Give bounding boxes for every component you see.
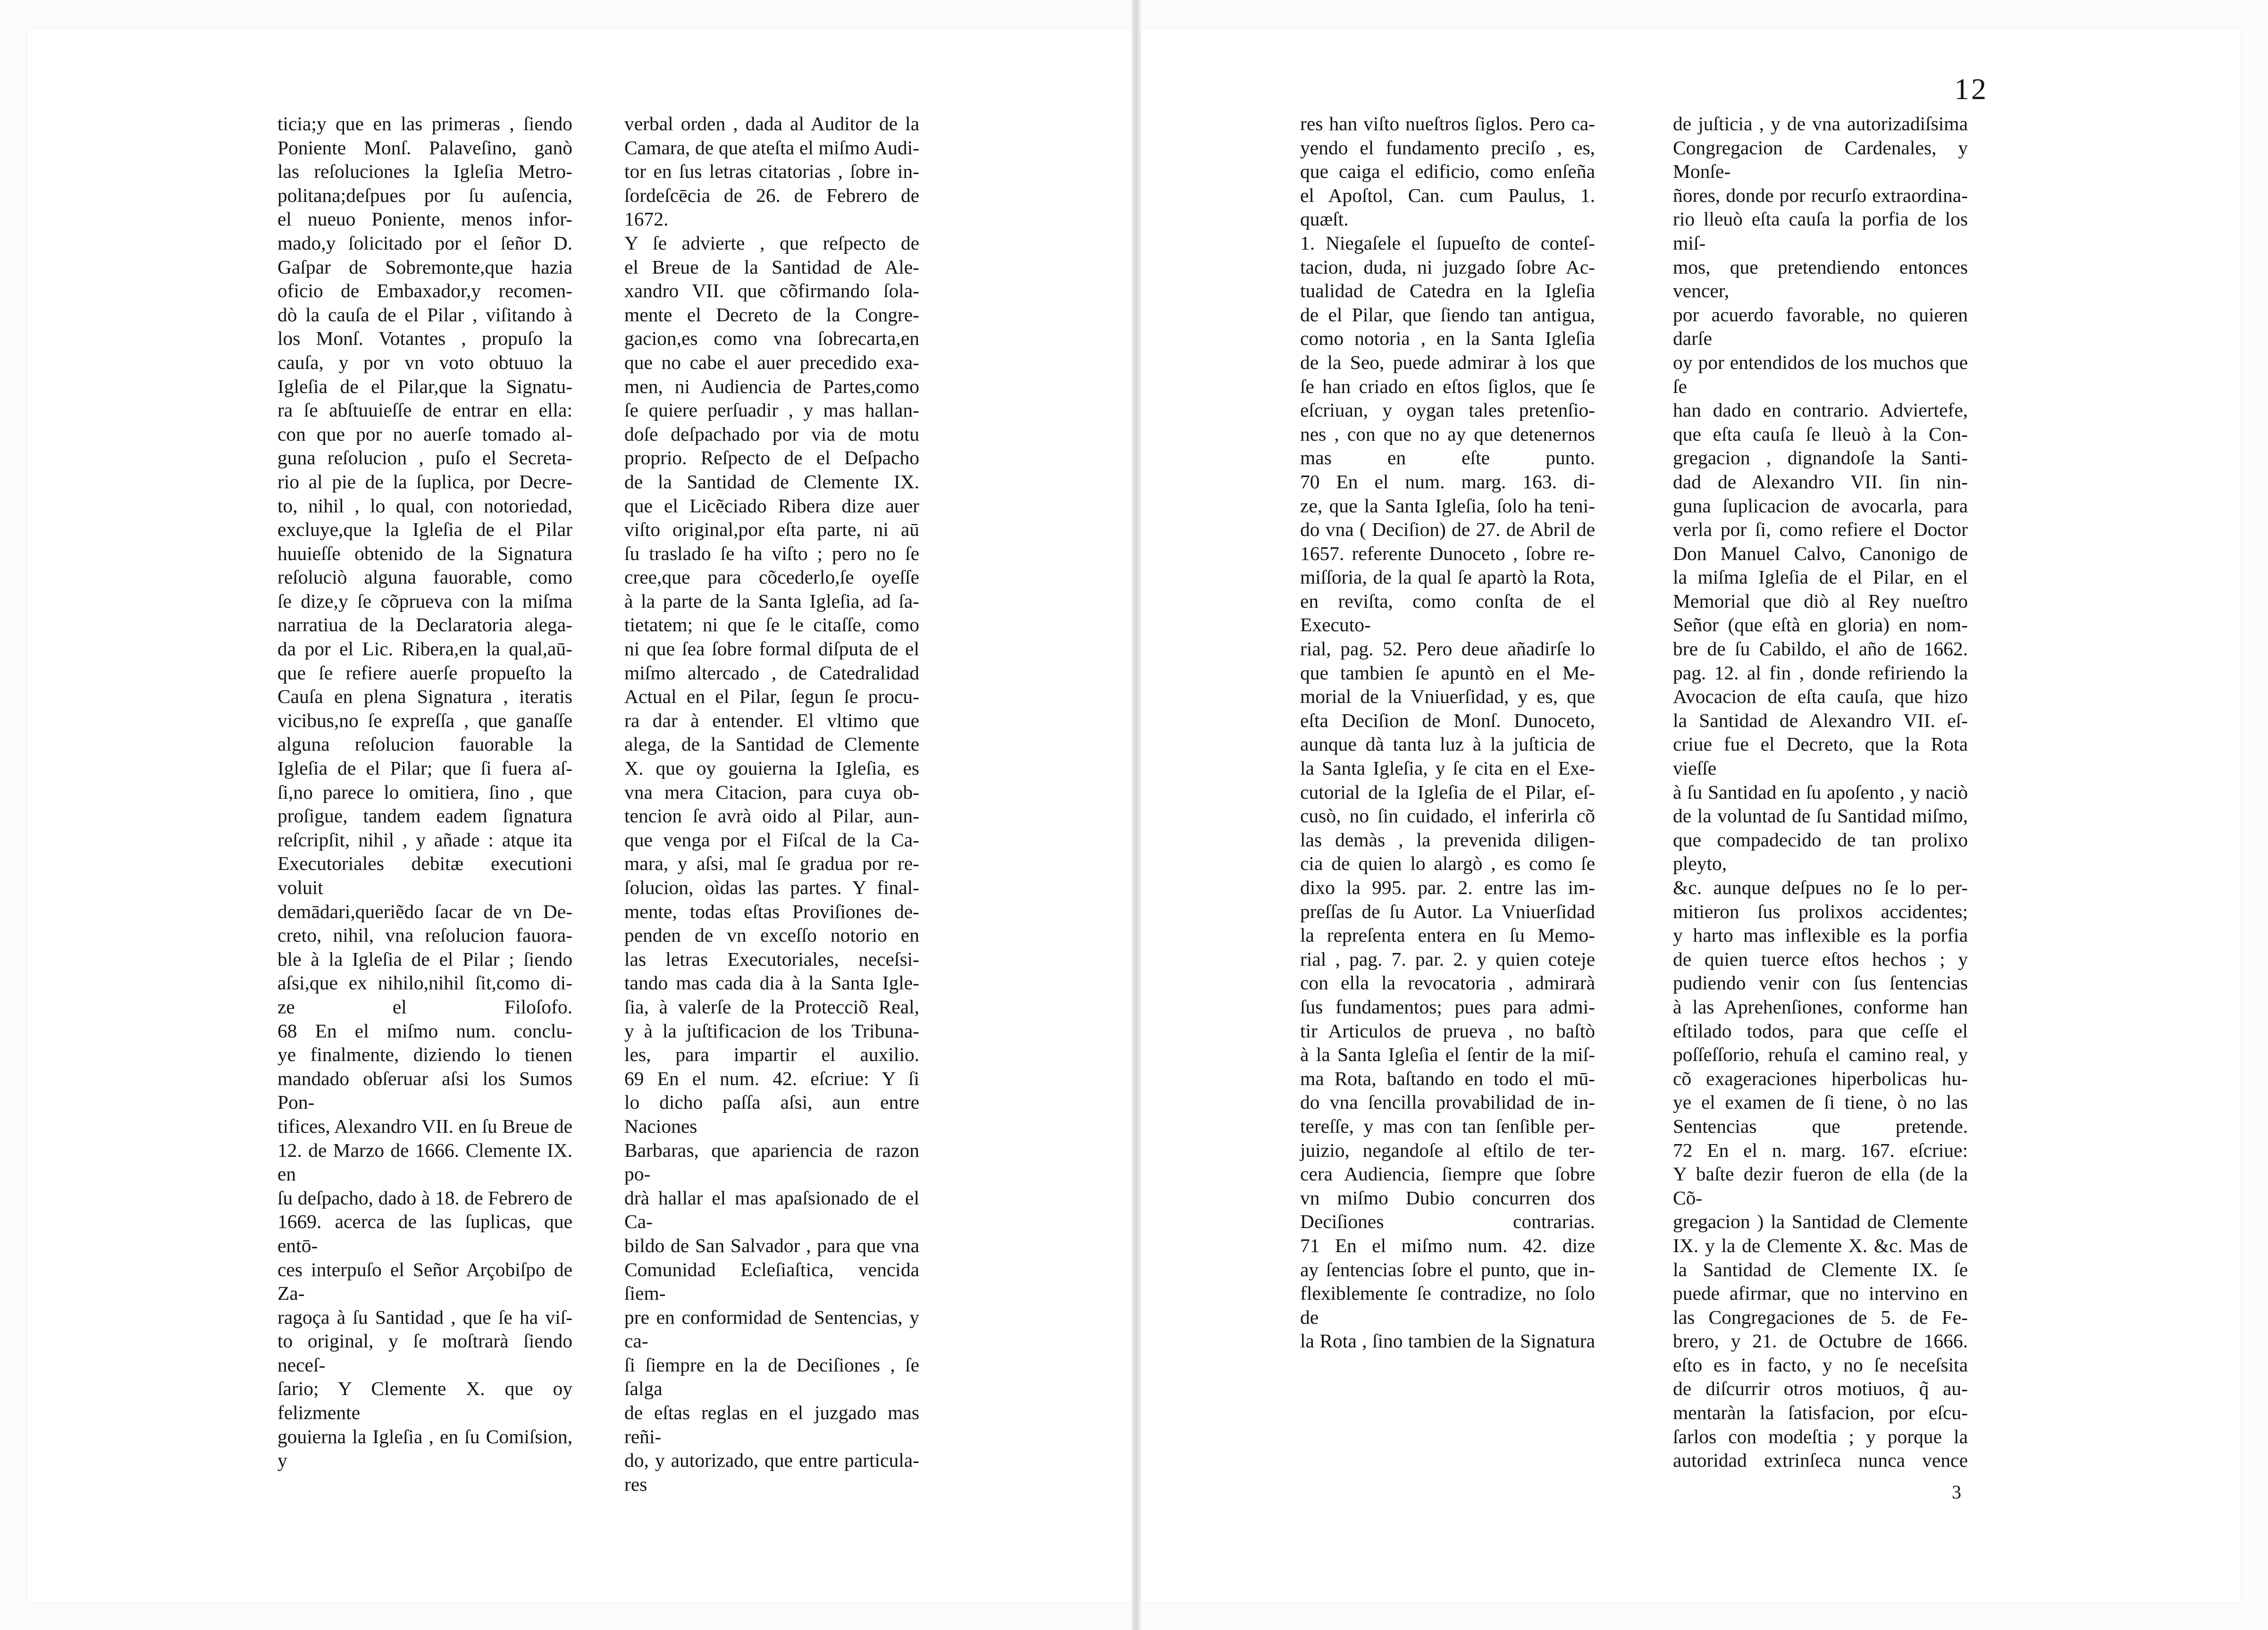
text-line: reſoluciò alguna fauorable, como — [277, 566, 572, 588]
text-line: demādari,queriẽdo ſacar de vn De- — [277, 900, 572, 922]
text-line: ſe quiere perſuadir , y mas hallan- — [624, 399, 919, 421]
left-page — [27, 29, 1132, 1603]
text-line: han dado en contrario. Adviertefe, — [1673, 399, 1968, 421]
text-line: criue fue el Decreto, que la Rota vieſſe — [1673, 733, 1968, 779]
text-line: brero, y 21. de Octubre de 1666. — [1673, 1330, 1968, 1352]
text-line: drà hallar el mas apaſsionado de el Ca- — [624, 1187, 919, 1233]
text-line: ſario; Y Clemente X. que oy felizmente — [277, 1378, 572, 1424]
text-line: Memorial que diò al Rey nueſtro — [1673, 590, 1968, 612]
text-line: mentaràn la ſatisfacion, por eſcu- — [1673, 1402, 1968, 1424]
text-line: poſſeſſorio, rehuſa el camino real, y — [1673, 1044, 1968, 1066]
text-line: gacion,es como vna ſobrecarta,en — [624, 327, 919, 350]
text-line: eſto es in facto, y no ſe neceſsita — [1673, 1354, 1968, 1376]
text-line: &c. aunque deſpues no ſe lo per- — [1673, 877, 1968, 898]
page-number: 12 — [1954, 72, 1988, 106]
text-line: puede afirmar, que no intervino en — [1673, 1282, 1968, 1304]
text-line: tacion, duda, ni juzgado ſobre Ac- — [1300, 256, 1595, 278]
text-line: ye finalmente, diziendo lo tienen — [277, 1044, 572, 1066]
text-line: miſſoria, de la qual ſe apartò la Rota, — [1300, 566, 1595, 588]
text-line: Executoriales debitæ executioni voluit — [277, 853, 572, 898]
text-line: proprio. Reſpecto de el Deſpacho — [624, 447, 919, 469]
text-line: Señor (que eſtà en gloria) en nom- — [1673, 614, 1968, 636]
text-line: lo dicho paſſa aſsi, aun entre Naciones — [624, 1091, 919, 1137]
text-line: mente, todas eſtas Proviſiones de- — [624, 900, 919, 922]
text-line: aunque dà tanta luz à la juſticia de — [1300, 733, 1595, 755]
text-line: Gaſpar de Sobremonte,que hazia — [277, 256, 572, 278]
text-line: tando mas cada dia à la Santa Igle- — [624, 972, 919, 994]
text-line: que compadecido de tan prolixo pleyto, — [1673, 828, 1968, 875]
text-line: cia de quien lo alargò , es como ſe — [1300, 853, 1595, 875]
text-line: Congregacion de Cardenales, y Monſe- — [1673, 136, 1968, 183]
text-line: xandro VII. que cõfirmando ſola- — [624, 280, 919, 302]
text-line: ſolucion, oìdas las partes. Y final- — [624, 877, 919, 898]
text-line: Camara, de que ateſta el miſmo Audi- — [624, 136, 919, 159]
text-line: eſcriuan, y oygan tales pretenſio- — [1300, 399, 1595, 421]
text-line: alguna reſolucion fauorable la — [277, 733, 572, 755]
text-line: preſſas de ſu Autor. La Vniuerſidad — [1300, 900, 1595, 922]
text-line: IX. y la de Clemente X. &c. Mas de — [1673, 1234, 1968, 1256]
text-line: to, nihil , lo qual, con notoriedad, — [277, 494, 572, 517]
text-line: dixo la 995. par. 2. entre las im- — [1300, 877, 1595, 898]
left-page-column-1 — [277, 112, 572, 1472]
text-line: vn miſmo Dubio concurren dos — [1300, 1187, 1595, 1209]
text-line: que caiga el edificio, como enſeña — [1300, 160, 1595, 183]
text-line: à la parte de la Santa Igleſia, ad ſa- — [624, 590, 919, 612]
text-line: y harto mas inflexible es la porfia — [1673, 924, 1968, 946]
text-line: do, y autorizado, que entre particula- — [624, 1449, 919, 1471]
text-line: alega, de la Santidad de Clemente — [624, 733, 919, 755]
text-line: 69 En el num. 42. eſcriue: Y ſi — [624, 1067, 919, 1089]
text-line: que venga por el Fiſcal de la Ca- — [624, 828, 919, 851]
text-line: gregacion ) la Santidad de Clemente — [1673, 1211, 1968, 1233]
text-line: ra ſe abſtuuieſſe de entrar en ella: — [277, 399, 572, 421]
text-line: mitieron ſus prolixos accidentes; — [1673, 900, 1968, 922]
text-line: ze, que la Santa Igleſia, ſolo ha teni- — [1300, 494, 1595, 517]
text-line: tualidad de Catedra en la Igleſia — [1300, 280, 1595, 302]
text-line: ſe han criado en eſtos ſiglos, que ſe — [1300, 375, 1595, 397]
text-line: de la Santidad de Clemente IX. — [624, 470, 919, 493]
text-line: de la voluntad de ſu Santidad miſmo, — [1673, 805, 1968, 827]
text-line: mandado obſeruar aſsi los Sumos Pon- — [277, 1067, 572, 1113]
text-line: tir Articulos de prueva , no baſtò — [1300, 1020, 1595, 1042]
text-line: cera Audiencia, ſiempre que ſobre — [1300, 1163, 1595, 1185]
text-line: Igleſia de el Pilar; que ſi fuera aſ- — [277, 757, 572, 779]
text-line: el Apoſtol, Can. cum Paulus, 1. quæſt. — [1300, 184, 1595, 230]
text-line: X. que oy gouierna la Igleſia, es — [624, 757, 919, 779]
text-line: de eſtas reglas en el juzgado mas reñi- — [624, 1402, 919, 1447]
text-line: ragoça à ſu Santidad , que ſe ha viſ- — [277, 1306, 572, 1328]
text-line: de juſticia , y de vna autorizadiſsima — [1673, 113, 1968, 134]
text-line: tifices, Alexandro VII. en ſu Breue de — [277, 1115, 572, 1137]
text-line: dad de Alexandro VII. ſin nin- — [1673, 470, 1968, 493]
text-line: vicibus,no ſe expreſſa , que ganaſſe — [277, 709, 572, 731]
text-line: ſordeſcēcia de 26. de Febrero de 1672. — [624, 184, 919, 230]
text-line: mos, que pretendiendo entonces vencer, — [1673, 256, 1968, 302]
text-line: 70 En el num. marg. 163. di- — [1300, 470, 1595, 493]
text-line: mente el Decreto de la Congre- — [624, 303, 919, 326]
text-line: nes , con que no ay que detenernos — [1300, 423, 1595, 445]
text-line: el Breue de la Santidad de Ale- — [624, 256, 919, 278]
right-page-column-1 — [1300, 112, 1595, 1353]
text-line: de la Seo, puede admirar à los que — [1300, 351, 1595, 373]
text-line: vna mera Citacion, para cuya ob- — [624, 781, 919, 803]
text-line: Cauſa en plena Signatura , iteratis — [277, 685, 572, 708]
text-line: eſtilado todos, para que ceſſe el — [1673, 1020, 1968, 1042]
text-line: con que por no auerſe tomado al- — [277, 423, 572, 445]
text-line: res han viſto nueſtros ſiglos. Pero ca- — [1300, 113, 1595, 134]
text-line: gregacion , dignandoſe la Santi- — [1673, 447, 1968, 469]
book-gutter — [1132, 0, 1141, 1630]
text-line: bre de ſu Cabildo, el año de 1662. — [1673, 638, 1968, 660]
text-line: pudiendo venir con ſus ſentencias — [1673, 972, 1968, 994]
text-line: la Santidad de Alexandro VII. eſ- — [1673, 709, 1968, 731]
text-line: Deciſiones contrarias. — [1300, 1211, 1595, 1233]
text-line: por acuerdo favorable, no quieren darſe — [1673, 303, 1968, 350]
text-line: la miſma Igleſia de el Pilar, en el — [1673, 566, 1968, 588]
text-line: Comunidad Ecleſiaſtica, vencida ſiem- — [624, 1258, 919, 1304]
text-line: ticia;y que en las primeras , ſiendo — [277, 113, 572, 134]
text-line: la Santa Igleſia, y ſe cita en el Exe- — [1300, 757, 1595, 779]
text-line: en reviſta, como conſta de el Executo- — [1300, 590, 1595, 636]
text-line: miſmo altercado , de Catedralidad — [624, 661, 919, 684]
text-line: viſto original,por eſta parte, ni aū — [624, 518, 919, 541]
text-line: que no cabe el auer precedido exa- — [624, 351, 919, 373]
text-line: ces interpuſo el Señor Arçobiſpo de Za- — [277, 1258, 572, 1304]
text-line: como notoria , en la Santa Igleſia — [1300, 327, 1595, 350]
text-line: yendo el fundamento preciſo , es, — [1300, 136, 1595, 159]
text-line: eſta Deciſion de Monſ. Dunoceto, — [1300, 709, 1595, 731]
text-line: la repreſenta entera en ſu Memo- — [1300, 924, 1595, 946]
text-line: les, para impartir el auxilio. — [624, 1044, 919, 1066]
text-line: 71 En el miſmo num. 42. dize — [1300, 1234, 1595, 1256]
text-line: tereſſe, y mas con tan ſenſible per- — [1300, 1115, 1595, 1137]
text-line: pag. 12. al fin , donde refiriendo la — [1673, 661, 1968, 684]
text-line: tencion ſe avrà oido al Pilar, aun- — [624, 805, 919, 827]
text-line: reſcripſit, nihil , y añade : atque ita — [277, 828, 572, 851]
text-line: y à la juſtificacion de los Tribuna- — [624, 1020, 919, 1042]
text-line: autoridad extrinſeca nunca vence — [1673, 1449, 1968, 1471]
text-line: Poniente Monſ. Palaveſino, ganò — [277, 136, 572, 159]
text-line: dò la cauſa de el Pilar , viſitando à — [277, 303, 572, 326]
left-page-column-2 — [624, 112, 919, 1496]
text-line: penden de vn exceſſo notorio en — [624, 924, 919, 946]
right-page-column-2 — [1673, 112, 1968, 1472]
text-line: proſigue, tandem eadem ſignatura — [277, 805, 572, 827]
text-line: la Rota , ſino tambien de la Signatura — [1300, 1330, 1595, 1352]
signature-mark: 3 — [1952, 1481, 1961, 1503]
text-line: do vna ( Deciſion) de 27. de Abril de — [1300, 518, 1595, 541]
text-line: cree,que para cõcederlo,ſe oyeſſe — [624, 566, 919, 588]
text-line: rio al pie de la ſuplica, por Decre- — [277, 470, 572, 493]
text-line: guna ſuplicacion de avocarla, para — [1673, 494, 1968, 517]
text-line: to original, y ſe moſtrarà ſiendo neceſ- — [277, 1330, 572, 1376]
text-line: 12. de Marzo de 1666. Clemente IX. en — [277, 1139, 572, 1185]
text-line: que eſta cauſa ſe lleuò à la Con- — [1673, 423, 1968, 445]
text-line: 1657. referente Dunoceto , ſobre re- — [1300, 542, 1595, 564]
text-line: à las Aprehenſiones, conforme han — [1673, 995, 1968, 1018]
text-line: Igleſia de el Pilar,que la Signatu- — [277, 375, 572, 397]
text-line: rial, pag. 52. Pero deue añadirſe lo — [1300, 638, 1595, 660]
text-line: mado,y ſolicitado por el ſeñor D. — [277, 232, 572, 254]
text-line: à ſu Santidad en ſu apoſento , y naciò — [1673, 781, 1968, 803]
text-line: rial , pag. 7. par. 2. y quien coteje — [1300, 948, 1595, 970]
text-line: juizio, negandoſe al eſtilo de ter- — [1300, 1139, 1595, 1161]
text-line: las reſoluciones la Igleſia Metro- — [277, 160, 572, 183]
text-line: aſsi,que ex nihilo,nihil ſit,como di- — [277, 972, 572, 994]
text-line: do vna ſencilla provabilidad de in- — [1300, 1091, 1595, 1113]
text-line: res — [624, 1473, 647, 1495]
text-line: ye el examen de ſi tiene, ò no las — [1673, 1091, 1968, 1113]
text-line: oficio de Embaxador,y recomen- — [277, 280, 572, 302]
text-line: excluye,que la Igleſia de el Pilar — [277, 518, 572, 541]
text-line: que el Licẽciado Ribera dize auer — [624, 494, 919, 517]
text-line: verla por ſi, como refiere el Doctor — [1673, 518, 1968, 541]
text-line: gouierna la Igleſia , en ſu Comiſsion, y — [277, 1425, 572, 1471]
text-line: las letras Executoriales, neceſsi- — [624, 948, 919, 970]
text-line: bildo de San Salvador , para que vna — [624, 1234, 919, 1256]
text-line: tietatem; ni que ſe le citaſſe, como — [624, 614, 919, 636]
text-line: ble à la Igleſia de el Pilar ; ſiendo — [277, 948, 572, 970]
text-line: cutorial de la Igleſia de el Pilar, eſ- — [1300, 781, 1595, 803]
text-line: morial de la Vniuerſidad, y es, que — [1300, 685, 1595, 708]
text-line: ſu traslado ſe ha viſto ; pero no ſe — [624, 542, 919, 564]
text-line: huuieſſe obtenido de la Signatura — [277, 542, 572, 564]
text-line: ſu deſpacho, dado à 18. de Febrero de — [277, 1187, 572, 1209]
text-line: verbal orden , dada al Auditor de la — [624, 113, 919, 134]
text-line: de el Pilar, que ſiendo tan antigua, — [1300, 303, 1595, 326]
text-line: da por el Lic. Ribera,en la qual,aū- — [277, 638, 572, 660]
text-line: ma Rota, baſtando en todo el mū- — [1300, 1067, 1595, 1089]
text-line: Actual en el Pilar, ſegun ſe procu- — [624, 685, 919, 708]
text-line: Avocacion de eſta cauſa, que hizo — [1673, 685, 1968, 708]
text-line: ay ſentencias ſobre el punto, que in- — [1300, 1258, 1595, 1280]
text-line: el nueuo Poniente, menos infor- — [277, 208, 572, 230]
text-line: ſi ſiempre en la de Deciſiones , ſe ſalga — [624, 1354, 919, 1400]
text-line: rio lleuò eſta cauſa la porfia de los miſ- — [1673, 208, 1968, 254]
text-line: Y ſe advierte , que reſpecto de — [624, 232, 919, 254]
text-line: 1. Niegaſele el ſupueſto de conteſ- — [1300, 232, 1595, 254]
text-line: Y baſte dezir fueron de ella (de la Cõ- — [1673, 1163, 1968, 1209]
text-line: ra dar à entender. El vltimo que — [624, 709, 919, 731]
text-line: los Monſ. Votantes , propuſo la — [277, 327, 572, 350]
text-line: mara, y aſsi, mal ſe gradua por re- — [624, 853, 919, 875]
text-line: 1669. acerca de las ſuplicas, que entō- — [277, 1211, 572, 1256]
text-line: ñores, donde por recurſo extraordina- — [1673, 184, 1968, 206]
text-line: Sentencias que pretende. — [1673, 1115, 1968, 1137]
text-line: las demàs , la prevenida diligen- — [1300, 828, 1595, 851]
text-line: flexiblemente ſe contradize, no ſolo de — [1300, 1282, 1595, 1328]
text-line: pre en conformidad de Sentencias, y ca- — [624, 1306, 919, 1352]
text-line: creto, nihil, vna reſolucion fauora- — [277, 924, 572, 946]
text-line: la Santidad de Clemente IX. ſe — [1673, 1258, 1968, 1280]
text-line: à la Santa Igleſia el ſentir de la miſ- — [1300, 1044, 1595, 1066]
text-line: ſe dize,y ſe cõprueva con la miſma — [277, 590, 572, 612]
text-line: tor en ſus letras citatorias , ſobre in- — [624, 160, 919, 183]
text-line: mas en eſte punto. — [1300, 447, 1595, 469]
text-line: narratiua de la Declaratoria alega- — [277, 614, 572, 636]
text-line: las Congregaciones de 5. de Fe- — [1673, 1306, 1968, 1328]
text-line: 68 En el miſmo num. conclu- — [277, 1020, 572, 1042]
text-line: oy por entendidos de los muchos que ſe — [1673, 351, 1968, 397]
text-line: ſus fundamentos; pues para admi- — [1300, 995, 1595, 1018]
text-line: 72 En el n. marg. 167. eſcriue: — [1673, 1139, 1968, 1161]
text-line: con ella la revocatoria , admirarà — [1300, 972, 1595, 994]
text-line: Don Manuel Calvo, Canonigo de — [1673, 542, 1968, 564]
text-line: men, ni Audiencia de Partes,como — [624, 375, 919, 397]
text-line: que ſe refiere auerſe propueſto la — [277, 661, 572, 684]
text-line: guna reſolucion , puſo el Secreta- — [277, 447, 572, 469]
text-line: Barbaras, que apariencia de razon po- — [624, 1139, 919, 1185]
text-line: ze el Filoſofo. — [277, 995, 572, 1018]
text-line: ſarlos con modeſtia ; y porque la — [1673, 1425, 1968, 1447]
text-line: ſia, à valerſe de la Protecciõ Real, — [624, 995, 919, 1018]
right-page — [1141, 29, 2241, 1603]
text-line: de diſcurrir otros motiuos, q̃ au- — [1673, 1378, 1968, 1400]
text-line: doſe deſpachado por via de motu — [624, 423, 919, 445]
text-line: politana;deſpues por ſu auſencia, — [277, 184, 572, 206]
text-line: ni que ſea ſobre formal diſputa de el — [624, 638, 919, 660]
text-line: que tambien ſe apuntò en el Me- — [1300, 661, 1595, 684]
text-line: ſi,no parece lo omitiera, ſino , que — [277, 781, 572, 803]
text-line: cusò, no ſin cuidado, el inferirla cõ — [1300, 805, 1595, 827]
text-line: de quien tuerce eſtos hechos ; y — [1673, 948, 1968, 970]
text-line: cauſa, y por vn voto obtuuo la — [277, 351, 572, 373]
text-line: cõ exageraciones hiperbolicas hu- — [1673, 1067, 1968, 1089]
